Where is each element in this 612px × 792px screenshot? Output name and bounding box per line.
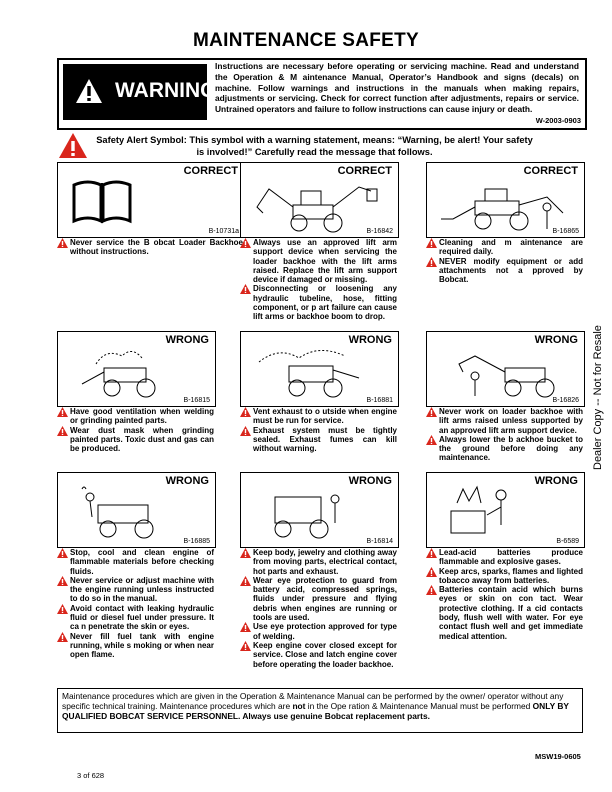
panel-caption <box>57 407 214 453</box>
caption-item: Exhaust system must be tightly sealed. Exhaust fumes can kill without warning. <box>240 426 397 454</box>
caption-item: Keep body, jewelry and clothing away from moving parts, electrical contact, hot parts and exhaust. <box>240 548 397 576</box>
panel-wrong-battery <box>426 472 585 548</box>
alert-triangle-icon <box>57 632 68 642</box>
figure-code: B-16826 <box>552 397 579 404</box>
alert-triangle-icon <box>426 567 437 577</box>
warning-box <box>57 58 587 130</box>
note-text-2: in the Ope ration & Maintenance Manual must be performed <box>307 701 531 711</box>
caption-item: Avoid contact with leaking hydraulic fluid or diesel fuel under pressure. It ca n penetrate the skin or eyes. <box>57 604 214 632</box>
panel-tag: WRONG <box>534 334 578 346</box>
loader-backhoe-raised-arms-icon <box>249 177 381 235</box>
panel-caption <box>426 407 583 463</box>
caption-item: Never fill fuel tank with engine running, while s moking or when near open flame. <box>57 632 214 660</box>
safety-alert-icon <box>58 132 88 159</box>
alert-triangle-icon <box>57 238 68 248</box>
figure-code: B-16815 <box>183 397 210 404</box>
warning-triangle-icon <box>75 78 103 104</box>
caption-item: Use eye protection approved for type of welding. <box>240 622 397 641</box>
panel-tag: WRONG <box>348 475 392 487</box>
loader-backhoe-cleaning-icon <box>435 179 575 233</box>
figure-code: B-16814 <box>366 538 393 545</box>
page-title: MAINTENANCE SAFETY <box>192 30 419 51</box>
smoking-fuel-icon <box>68 483 178 543</box>
warning-text: Instructions are necessary before operating or servicing machine. Read and understand the Operation & M aintenance Manual, Operator’s Handbook and signs (decals) on machine. Follow warnings and instructions in the manuals when making repairs, adjustments or servicing. Check for correct function after adjustments, repairs or service. Untrained operators and failure to follow instructions can cause injury or death. <box>215 61 579 115</box>
caption-item: Keep arcs, sparks, flames and lighted tobacco away from batteries. <box>426 567 583 586</box>
caption-item: Lead-acid batteries produce flammable and explosive gases. <box>426 548 583 567</box>
panel-tag: WRONG <box>165 475 209 487</box>
alert-triangle-icon <box>426 257 437 267</box>
panel-caption <box>240 548 397 669</box>
caption-item: Keep engine cover closed except for service. Close and latch engine cover before operating the loader backhoe. <box>240 641 397 669</box>
panel-caption <box>240 238 397 322</box>
caption-item: Disconnecting or loosening any hydraulic tubeline, hose, fitting component, or p art failure can cause lift arms or backhoe boom to drop. <box>240 284 397 321</box>
footer-code: MSW19-0605 <box>535 752 581 761</box>
caption-item: Stop, cool and clean engine of flammable materials before checking fluids. <box>57 548 214 576</box>
figure-code: B-16865 <box>552 228 579 235</box>
alert-triangle-icon <box>57 407 68 417</box>
alert-triangle-icon <box>57 604 68 614</box>
exhaust-fumes-icon <box>249 342 369 402</box>
panel-wrong-welding <box>57 331 216 407</box>
caption-item: Always use an approved lift arm support device when servicing the loader backhoe with the lift arms raised. Replace the lift arm support device if damaged or missing. <box>240 238 397 284</box>
caption-item: NEVER modify equipment or add attachments not a pproved by Bobcat. <box>426 257 583 285</box>
alert-triangle-icon <box>240 284 251 294</box>
alert-triangle-icon <box>426 238 437 248</box>
panel-correct-manual <box>57 162 245 238</box>
maintenance-note <box>57 688 583 733</box>
figure-code: B-16842 <box>366 228 393 235</box>
alert-triangle-icon <box>240 407 251 417</box>
warning-label: WARNING <box>115 79 217 102</box>
figure-code: B-6589 <box>556 538 579 545</box>
alert-triangle-icon <box>426 585 437 595</box>
caption-item: Never service or adjust machine with the engine running unless instructed to do so in the manual. <box>57 576 214 604</box>
panel-wrong-under-arms <box>426 331 585 407</box>
panel-tag: CORRECT <box>337 165 392 177</box>
panel-wrong-exhaust <box>240 331 399 407</box>
panel-correct-cleaning <box>426 162 585 238</box>
panel-correct-lift-arm-support <box>240 162 399 238</box>
alert-triangle-icon <box>240 641 251 651</box>
alert-triangle-icon <box>57 548 68 558</box>
panel-caption <box>426 548 583 641</box>
panel-wrong-fuel <box>57 472 216 548</box>
engine-service-icon <box>249 483 359 543</box>
welding-fumes-icon <box>66 342 186 402</box>
alert-triangle-icon <box>240 426 251 436</box>
panel-tag: CORRECT <box>183 165 238 177</box>
alert-triangle-icon <box>426 407 437 417</box>
warning-code: W-2003-0903 <box>535 116 581 125</box>
caption-item: Wear dust mask when grinding painted parts. Toxic dust and gas can be produced. <box>57 426 214 454</box>
figure-code: B-16881 <box>366 397 393 404</box>
caption-item: Cleaning and m aintenance are required daily. <box>426 238 583 257</box>
dealer-copy-watermark: Dealer Copy -- Not for Resale <box>592 325 604 470</box>
alert-triangle-icon <box>240 548 251 558</box>
caption-item: Never service the B obcat Loader Backhoe without instructions. <box>57 238 243 257</box>
open-manual-icon <box>70 177 134 225</box>
caption-item: Have good ventilation when welding or grinding painted parts. <box>57 407 214 426</box>
battery-explosion-icon <box>437 481 527 543</box>
panel-caption <box>426 238 583 284</box>
work-under-arms-icon <box>435 342 575 402</box>
panel-caption <box>240 407 397 453</box>
panel-tag: CORRECT <box>523 165 578 177</box>
panel-wrong-engine <box>240 472 399 548</box>
panel-caption <box>57 238 243 257</box>
alert-triangle-icon <box>57 576 68 586</box>
alert-triangle-icon <box>57 426 68 436</box>
alert-triangle-icon <box>426 548 437 558</box>
page-number: 3 of 628 <box>77 771 105 780</box>
safety-alert-text: Safety Alert Symbol: This symbol with a warning statement, means: “Warning, be alert! Your safety is involved!” Carefully read the message that follows. <box>96 135 533 157</box>
note-not: not <box>292 701 306 711</box>
alert-triangle-icon <box>240 622 251 632</box>
panel-tag: WRONG <box>165 334 209 346</box>
figure-code: B-16885 <box>183 538 210 545</box>
caption-item: Vent exhaust to o utside when engine must be run for service. <box>240 407 397 426</box>
caption-item: Batteries contain acid which burns eyes or skin on con tact. Wear protective clothing. If a cid contacts body, flush well with water. For eye contact flush well and get immediate medical attention. <box>426 585 583 641</box>
panel-tag: WRONG <box>348 334 392 346</box>
panel-caption <box>57 548 214 660</box>
panel-tag: WRONG <box>534 475 578 487</box>
alert-triangle-icon <box>426 435 437 445</box>
alert-triangle-icon <box>240 576 251 586</box>
note-bold: ONLY BY QUALIFIED BOBCAT SERVICE PERSONNEL. Always use genuine Bobcat replacement parts. <box>62 701 569 721</box>
figure-code: B-10731a <box>208 228 239 235</box>
alert-triangle-icon <box>240 238 251 248</box>
caption-item: Wear eye protection to guard from battery acid, compressed springs, fluids under pressure and flying debris when engines are running or tools are used. <box>240 576 397 622</box>
caption-item: Never work on loader backhoe with lift arms raised unless supported by an approved lift arm support device. <box>426 407 583 435</box>
warning-flag <box>63 64 217 120</box>
caption-item: Always lower the b ackhoe bucket to the ground before doing any maintenance. <box>426 435 583 463</box>
note-text: Maintenance procedures which are given in the Operation & Maintenance Manual can be performed by the owner/ operator without any specific technical training. Maintenance procedures which are <box>62 691 564 711</box>
